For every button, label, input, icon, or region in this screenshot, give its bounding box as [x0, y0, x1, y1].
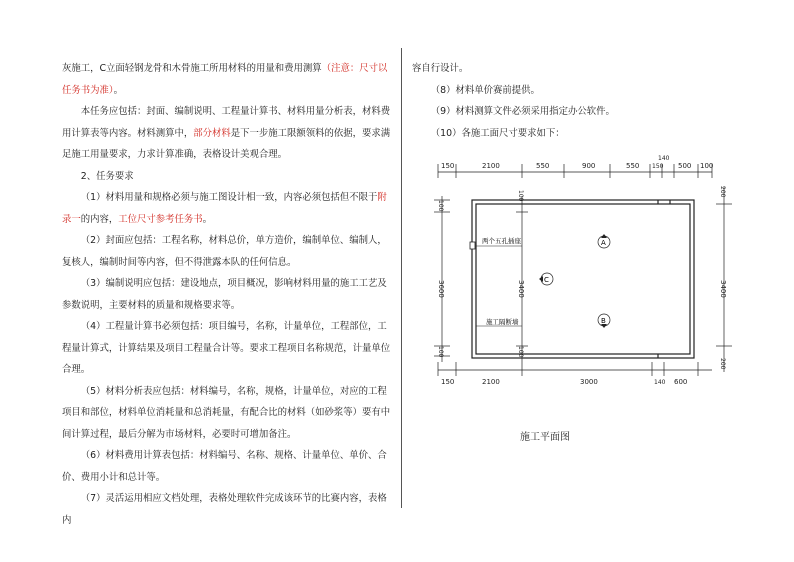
requirement-6: （6）材料费用计算表包括：材料编号、名称、规格、计量单位、单价、合价、费用小计和总计等。	[62, 450, 387, 483]
label-two-sockets: 两个五孔插座	[482, 237, 521, 245]
dim-top-6: 150	[652, 163, 664, 170]
red-note: （注意：尺寸以任务书为准）	[62, 63, 388, 96]
dim-right-3400: 3400	[719, 280, 727, 298]
red-appendix: 附录一	[62, 192, 387, 225]
dim-mid-top: 100	[517, 190, 524, 202]
dim-mid-3400: 3400	[517, 280, 525, 298]
requirement-3: （3）编制说明应包括：建设地点，项目概况，影响材料用量的施工工艺及参数说明，主要材料的质量和规格要求等。	[62, 278, 387, 311]
dim-top-5: 550	[626, 162, 640, 170]
requirement-1: （1）材料用量和规格必须与施工图设计相一致，内容必须包括但不限于附录一的内容，工位尺寸参考任务书。	[62, 192, 387, 225]
dim-bottom-2: 2100	[482, 378, 500, 386]
requirement-7: （7）灵活运用相应文档处理，表格处理软件完成该环节的比赛内容，表格内	[62, 493, 387, 526]
dim-top-8: 100	[700, 162, 714, 170]
paragraph-2: 本任务应包括：封面、编制说明、工程量计算书、材料用量分析表，材料费用计算表等内容。材料测算中，部分材料是下一步施工限额领料的依据，要求满足施工用量要求，力求计算准确，表格设计美观合理。	[62, 106, 391, 160]
requirement-2: （2）封面应包括：工程名称，材料总价，单方造价，编制单位、编制人，复核人，编制时间等内容，但不得泄露本队的任何信息。	[62, 235, 387, 268]
red-station-size: 工位尺寸参考任务书	[118, 213, 203, 225]
requirement-7-cont: 容自行设计。	[412, 63, 469, 74]
dim-top-4: 900	[582, 162, 596, 170]
requirement-9: （9）材料测算文件必须采用指定办公软件。	[430, 106, 615, 117]
section-heading-task-requirements: 2、任务要求	[80, 170, 134, 182]
marker-c	[539, 273, 553, 285]
label-partition-wall: 施工隔断墙	[486, 318, 519, 326]
dim-bottom-3: 3000	[580, 378, 598, 386]
dim-right-bottom: 200	[719, 358, 726, 370]
requirement-8: （8）材料单价赛前提供。	[430, 84, 540, 96]
right-column	[412, 58, 742, 144]
dim-mid-bottom: 100	[517, 346, 524, 358]
dim-top-1: 150	[441, 162, 455, 170]
dim-top-2: 2100	[482, 162, 500, 170]
dim-right-top: 200	[719, 186, 726, 198]
svg-text:C: C	[544, 276, 549, 284]
requirement-5: （5）材料分析表应包括：材料编号，名称，规格，计量单位，对应的工程项目和部位，材料单位消耗量和总消耗量，有配合比的材料（如砂浆等）要有中间计算过程，最后分解为市场材料，必要时可增加备注。	[62, 385, 391, 440]
construction-floor-plan	[412, 150, 752, 390]
left-column	[62, 58, 392, 531]
dim-top-3: 550	[536, 162, 550, 170]
svg-text:A: A	[601, 239, 606, 247]
red-partial-materials: 部分材料	[193, 127, 231, 139]
marker-b	[598, 314, 610, 328]
svg-text:B: B	[601, 317, 606, 325]
dim-left-bottom: 100	[437, 346, 444, 358]
dim-left-3600: 3600	[437, 280, 445, 298]
dim-bottom-4: 140	[654, 379, 666, 386]
requirement-10: （10）各施工面尺寸要求如下：	[430, 127, 565, 139]
marker-a	[598, 234, 610, 248]
dim-bottom-5: 600	[674, 378, 688, 386]
dim-bottom-1: 150	[441, 378, 455, 386]
dim-left-top: 100	[437, 200, 444, 212]
paragraph-1: 灰施工，C立面轻钢龙骨和木骨施工所用材料的用量和费用测算（注意：尺寸以任务书为准）。	[62, 63, 388, 96]
dim-top-small: 140	[658, 155, 670, 162]
dim-top-7: 500	[678, 162, 692, 170]
requirement-4: （4）工程量计算书必须包括：项目编号，名称，计量单位，工程部位，工程量计算式，计算结果及项目工程量合计等。要求工程项目名称规范，计量单位合理。	[62, 321, 391, 375]
plan-caption: 施工平面图	[520, 432, 570, 443]
column-divider	[401, 48, 402, 508]
